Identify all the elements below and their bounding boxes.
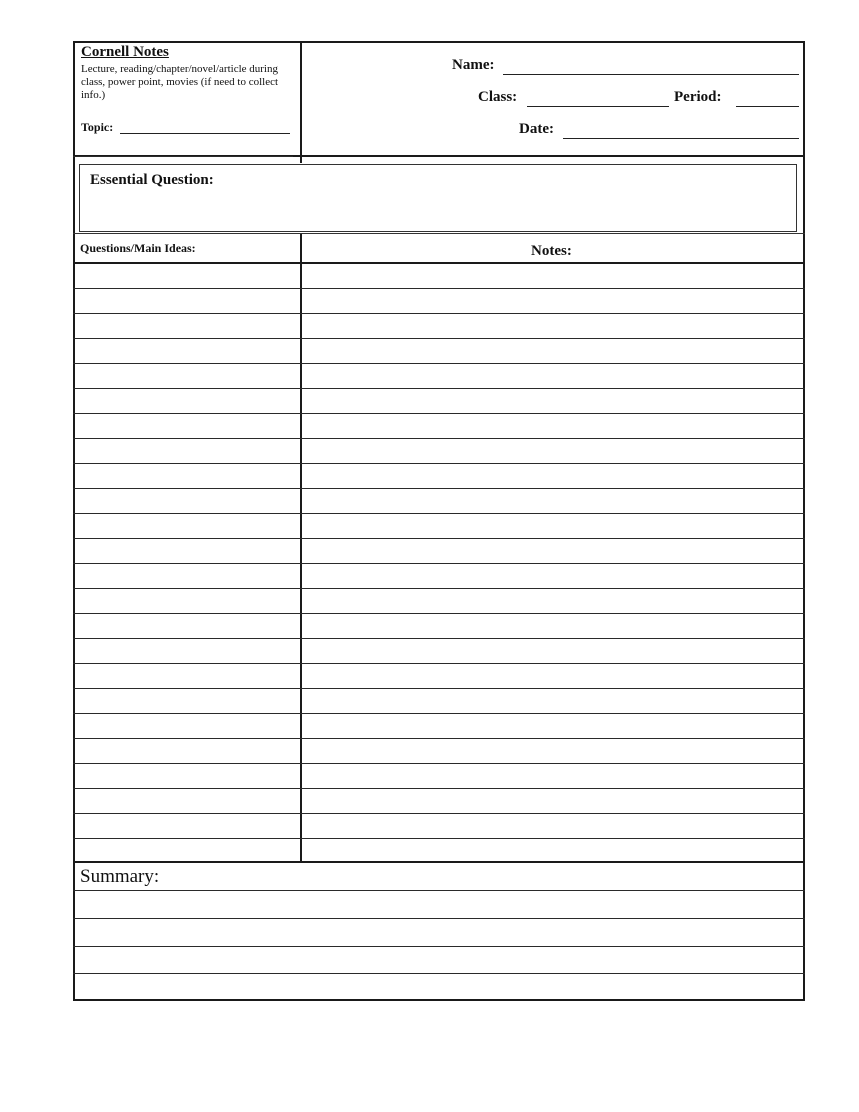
note-row-line[interactable] [73,313,805,314]
page-subtitle: Lecture, reading/chapter/novel/article during class, power point, movies (if need to collect info.) [81,63,279,101]
note-row-line[interactable] [73,738,805,739]
period-label: Period: [674,89,722,105]
note-row-line[interactable] [73,713,805,714]
note-row-line[interactable] [73,788,805,789]
topic-label: Topic: [81,120,114,134]
note-row-line[interactable] [73,388,805,389]
page-title: Cornell Notes [81,44,169,60]
summary-row-line[interactable] [73,918,805,919]
notes-header-rule [73,233,805,234]
summary-label: Summary: [80,866,160,887]
name-label: Name: [452,57,495,73]
note-row-line[interactable] [73,363,805,364]
note-row-line[interactable] [73,438,805,439]
essential-question-label: Essential Question: [90,172,214,188]
note-row-line[interactable] [73,513,805,514]
note-row-line[interactable] [73,563,805,564]
name-field[interactable] [503,74,799,75]
notes-column-header-rule [73,262,805,264]
note-row-line[interactable] [73,688,805,689]
summary-row-line[interactable] [73,890,805,891]
note-row-line[interactable] [73,538,805,539]
note-row-line[interactable] [73,463,805,464]
note-row-line[interactable] [73,763,805,764]
questions-main-ideas-label: Questions/Main Ideas: [80,241,196,255]
topic-field[interactable] [120,133,290,134]
period-field[interactable] [736,106,799,107]
note-row-line[interactable] [73,638,805,639]
header-left-underline [73,156,293,157]
note-row-line[interactable] [73,288,805,289]
note-row-line[interactable] [73,588,805,589]
note-row-line[interactable] [73,813,805,814]
class-label: Class: [478,89,518,105]
date-label: Date: [519,121,554,137]
note-row-line[interactable] [73,488,805,489]
summary-row-line[interactable] [73,946,805,947]
summary-top-rule [73,861,805,863]
note-row-line[interactable] [73,838,805,839]
date-field[interactable] [563,138,799,139]
notes-column-divider [300,233,302,862]
summary-row-line[interactable] [73,973,805,974]
header-column-divider [300,41,302,163]
note-row-line[interactable] [73,613,805,614]
note-row-line[interactable] [73,663,805,664]
note-row-line[interactable] [73,413,805,414]
notes-label: Notes: [531,243,572,259]
note-row-line[interactable] [73,338,805,339]
class-field[interactable] [527,106,669,107]
